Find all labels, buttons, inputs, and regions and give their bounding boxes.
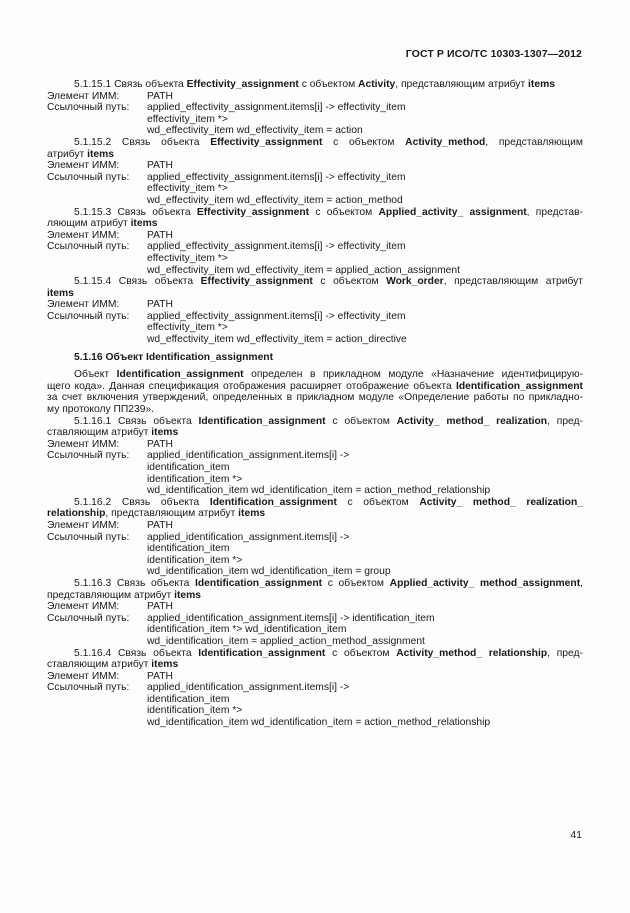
ref-path-row: Ссылочный путь: applied_identification_assignment.items[i] -> <box>47 450 350 462</box>
clause-heading-5-1-16-3: 5.1.16.3 Связь объекта Identification_assignment с объектом Applied_activity_ method_assignment, <box>74 577 584 589</box>
standard-header: ГОСТ Р ИСО/ТС 10303-1307—2012 <box>405 48 582 60</box>
element-row: Элемент ИММ: PATH <box>47 160 173 172</box>
ref-path-line: identification_item <box>147 543 230 555</box>
paragraph-line: щего кода». Данная спецификация отображения расширяет отображение объекта Identification_assignment <box>47 380 583 392</box>
clause-heading-5-1-15-3: 5.1.15.3 Связь объекта Effectivity_assignment с объектом Applied_activity_ assignment, представ- <box>74 206 583 218</box>
clause-heading-continued: ставляющим атрибут items <box>47 427 179 439</box>
ref-path-line: identification_item *> <box>147 705 243 717</box>
ref-path-line: identification_item <box>147 693 230 705</box>
ref-path-line: wd_effectivity_item wd_effectivity_item = applied_action_assignment <box>147 264 460 276</box>
clause-heading-5-1-16-4: 5.1.16.4 Связь объекта Identification_assignment с объектом Activity_method_ relationship, пред- <box>74 647 583 659</box>
clause-heading-5-1-16-2: 5.1.16.2 Связь объекта Identification_assignment с объектом Activity_ method_ realization_ <box>74 496 583 508</box>
ref-path-line: effectivity_item *> <box>147 322 228 334</box>
element-row: Элемент ИММ: PATH <box>47 90 173 102</box>
ref-path-line: identification_item <box>147 462 230 473</box>
ref-path-row: Ссылочный путь: applied_identification_assignment.items[i] -> <box>47 531 350 543</box>
ref-path-line: identification_item *> wd_identification_item <box>147 624 347 636</box>
clause-heading-5-1-15-2: 5.1.15.2 Связь объекта Effectivity_assignment с объектом Activity_method, представляющим <box>74 136 583 148</box>
clause-heading-5-1-15-4: 5.1.15.4 Связь объекта Effectivity_assignment с объектом Work_order, представляющим атрибут <box>74 276 583 288</box>
clause-heading-continued: relationship, представляющим атрибут items <box>47 508 266 520</box>
clause-heading-continued: ляющим атрибут items <box>47 218 158 230</box>
clause-heading-5-1-16-1: 5.1.16.1 Связь объекта Identification_assignment с объектом Activity_ method_ realization, пред- <box>74 415 583 427</box>
clause-heading-continued: атрибут items <box>47 148 114 160</box>
ref-path-line: wd_identification_item wd_identification_item = action_method_relationship <box>147 485 491 497</box>
ref-path-line: identification_item *> <box>147 554 243 566</box>
ref-path-line: wd_effectivity_item wd_effectivity_item = action_directive <box>147 334 407 346</box>
ref-path-row: Ссылочный путь: applied_effectivity_assignment.items[i] -> effectivity_item <box>47 310 406 322</box>
element-row: Элемент ИММ: PATH <box>47 438 173 450</box>
ref-path-line: identification_item *> <box>147 473 243 485</box>
element-row: Элемент ИММ: PATH <box>47 229 173 241</box>
ref-path-line: effectivity_item *> <box>147 252 228 264</box>
ref-path-row: Ссылочный путь: applied_effectivity_assignment.items[i] -> effectivity_item <box>47 102 406 114</box>
main-content <box>47 79 583 729</box>
ref-path-line: effectivity_item *> <box>147 113 228 125</box>
ref-path-row: Ссылочный путь: applied_identification_assignment.items[i] -> identification_item <box>47 612 435 624</box>
paragraph-line: за счет включения утверждений, определенных в прикладном модуле «Определение работы по прикладно- <box>47 392 583 404</box>
ref-path-line: wd_effectivity_item wd_effectivity_item = action_method <box>147 194 403 206</box>
paragraph-line: му протоколу ПП239». <box>47 404 155 416</box>
ref-path-row: Ссылочный путь: applied_effectivity_assignment.items[i] -> effectivity_item <box>47 171 406 183</box>
paragraph-line: Объект Identification_assignment определен в прикладном модуле «Назначение идентифицирую- <box>74 369 583 381</box>
ref-path-row: Ссылочный путь: applied_identification_assignment.items[i] -> <box>47 682 350 694</box>
ref-path-row: Ссылочный путь: applied_effectivity_assignment.items[i] -> effectivity_item <box>47 241 406 253</box>
element-row: Элемент ИММ: PATH <box>47 601 173 613</box>
element-row: Элемент ИММ: PATH <box>47 670 173 682</box>
clause-heading-5-1-15-1: 5.1.15.1 Связь объекта Effectivity_assignment с объектом Activity, представляющим атрибут items <box>74 79 555 90</box>
element-row: Элемент ИММ: PATH <box>47 519 173 531</box>
section-title-5-1-16: 5.1.16 Объект Identification_assignment <box>74 351 274 363</box>
ref-path-line: wd_identification_item wd_identification_item = action_method_relationship <box>147 717 491 729</box>
page-number: 41 <box>570 829 582 841</box>
clause-heading-continued: ставляющим атрибут items <box>47 659 179 671</box>
ref-path-line: wd_identification_item = applied_action_method_assignment <box>147 635 425 647</box>
clause-heading-continued: представляющим атрибут items <box>47 589 201 601</box>
ref-path-line: wd_effectivity_item wd_effectivity_item = action <box>147 125 363 137</box>
clause-heading-continued: items <box>47 287 74 299</box>
ref-path-line: wd_identification_item wd_identification_item = group <box>147 566 391 578</box>
element-row: Элемент ИММ: PATH <box>47 299 173 311</box>
ref-path-line: effectivity_item *> <box>147 183 228 195</box>
